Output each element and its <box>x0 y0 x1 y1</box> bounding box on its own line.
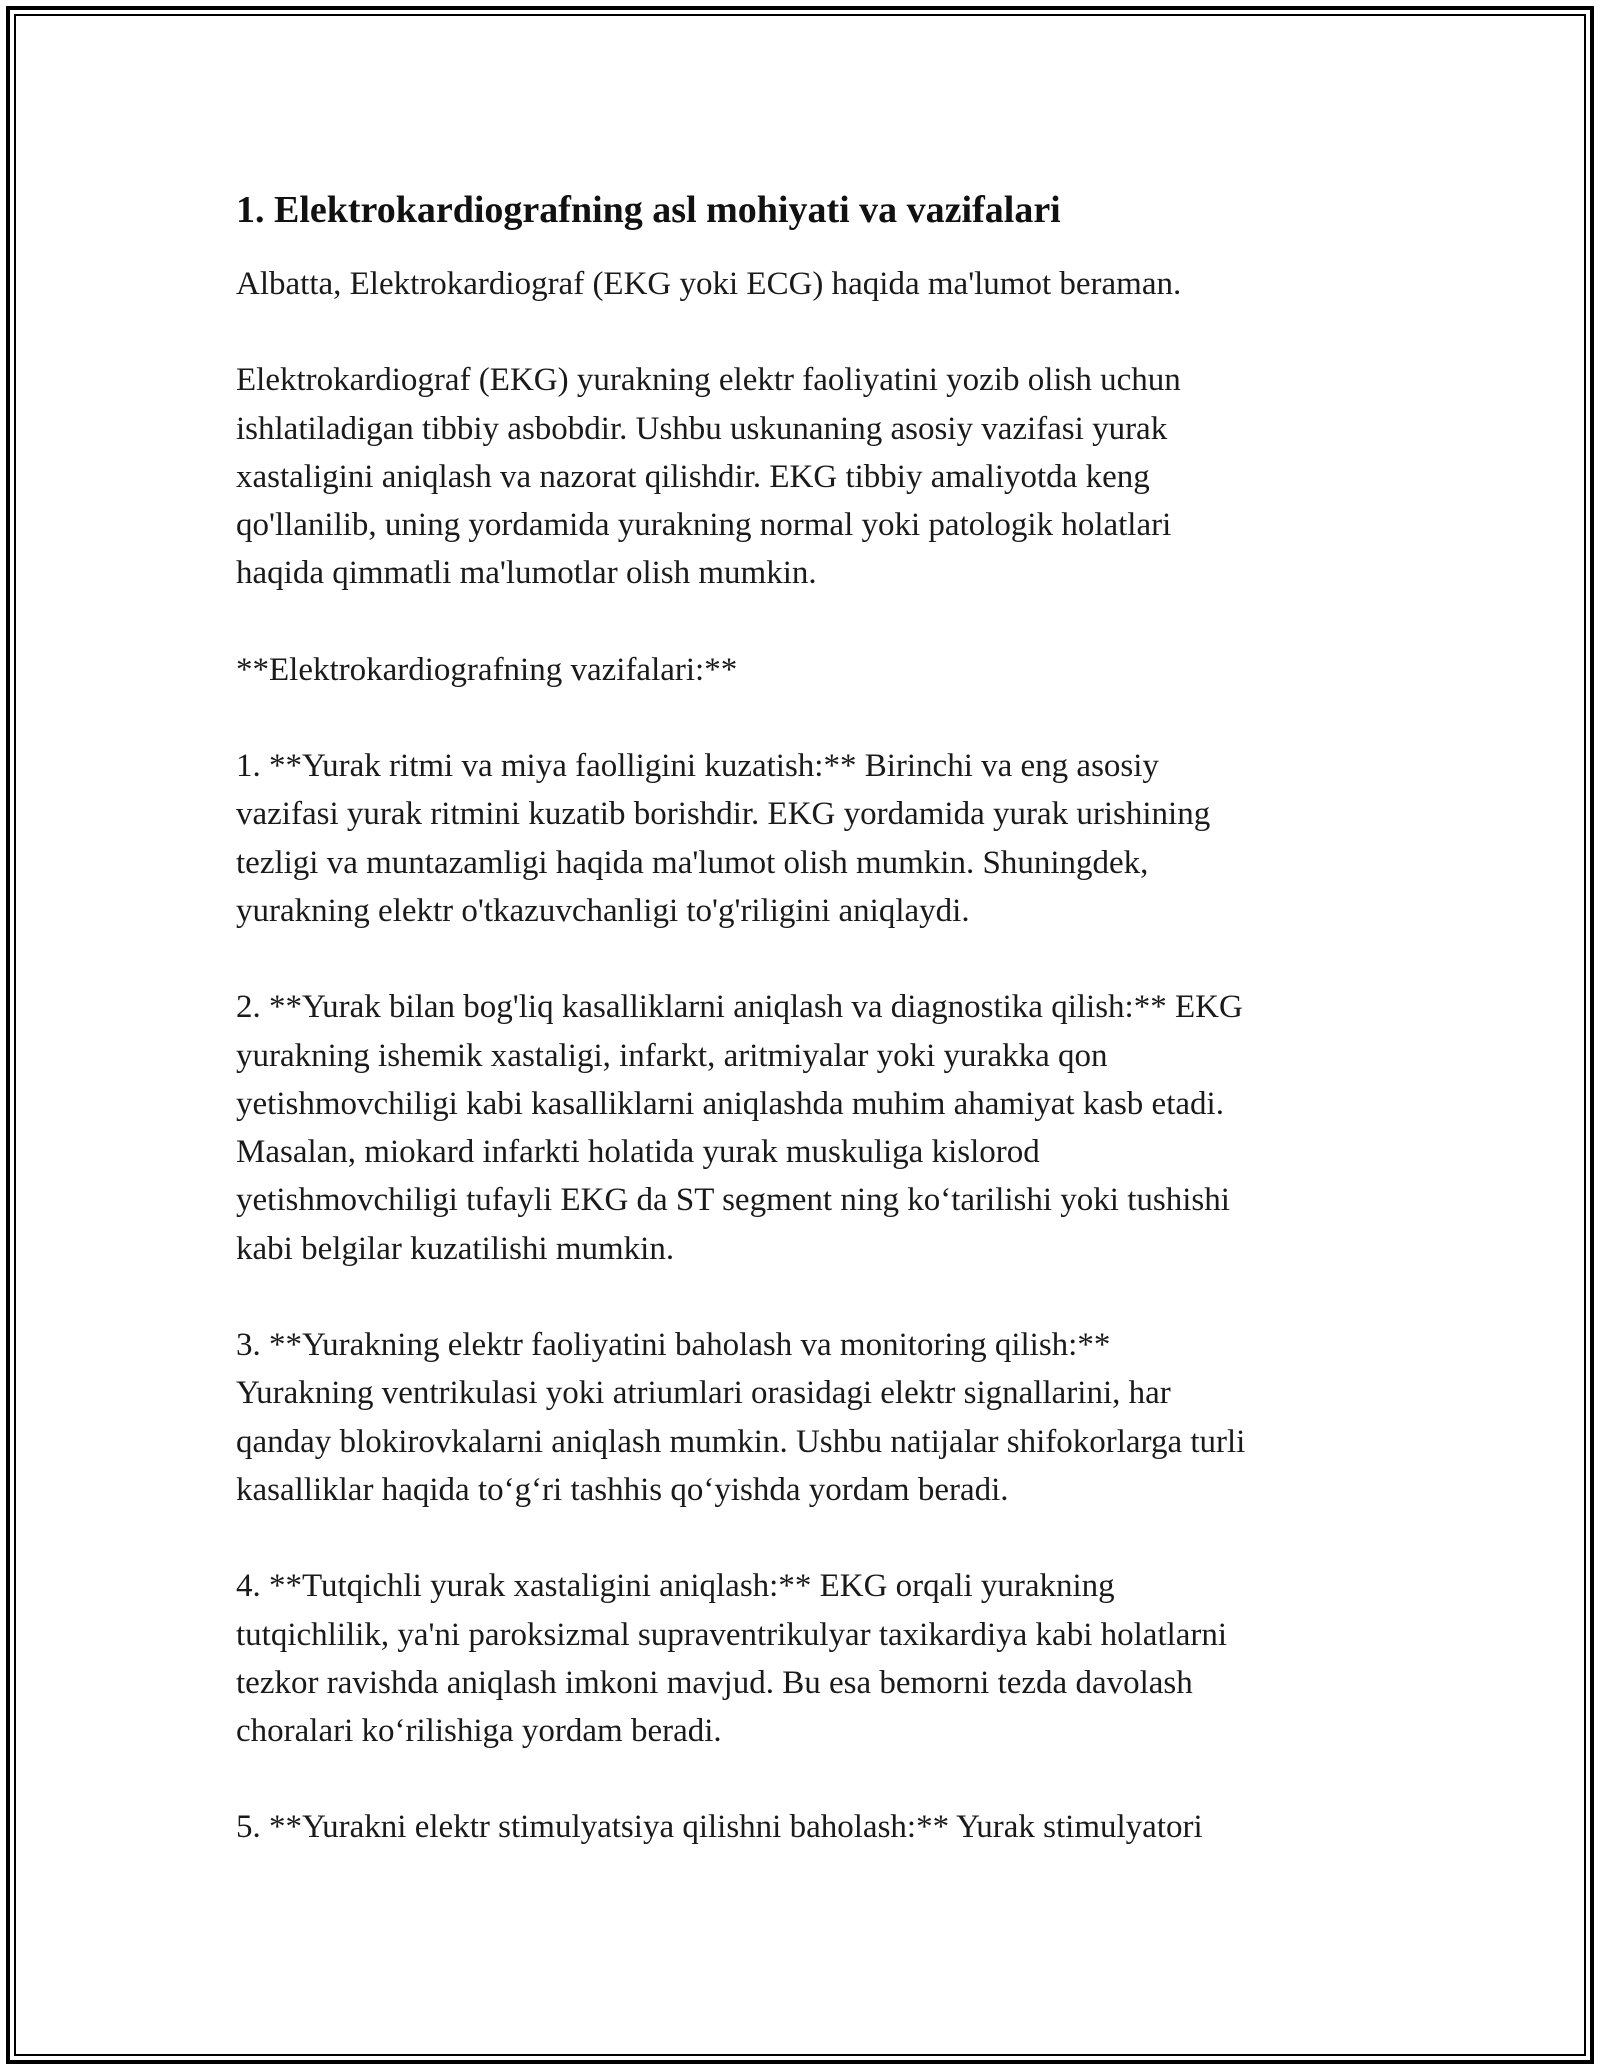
functions-subheading: **Elektrokardiografning vazifalari:** <box>236 651 738 688</box>
document-body <box>236 186 1376 1900</box>
intro-paragraph: Albatta, Elektrokardiograf (EKG yoki ECG) haqida ma'lumot beraman. <box>236 266 1182 302</box>
list-item: 2. **Yurak bilan bog'liq kasalliklarni aniqlash va diagnostika qilish:** EKG yurakning ishemik xastaligi, infarkt, aritmiyalar yoki yurakka qon yetishmovchiligi kabi kasalliklarni aniqlashda muhim ahamiyat kasb etadi. Masalan, miokard infarkti holatida yurak muskuliga kislorod yetishmovchiligi tufayli EKG da ST segment ning koʻtarilishi yoki tushishi kabi belgilar kuzatilishi mumkin. <box>236 989 1243 1267</box>
list-item: 1. **Yurak ritmi va miya faolligini kuzatish:** Birinchi va eng asosiy vazifasi yurak ritmini kuzatib borishdir. EKG yordamida yurak urishining tezligi va muntazamligi haqida ma'lumot olish mumkin. Shuningdek, yurakning elektr o'tkazuvchanligi to'g'riligini aniqlaydi. <box>236 748 1211 929</box>
list-item: 3. **Yurakning elektr faoliyatini baholash va monitoring qilish:** Yurakning ventrikulasi yoki atriumlari orasidagi elektr signallarini, har qanday blokirovkalarni aniqlash mumkin. Ushbu natijalar shifokorlarga turli kasalliklar haqida toʻgʻri tashhis qoʻyishda yordam beradi. <box>236 1327 1246 1508</box>
section-heading: 1. Elektrokardiografning asl mohiyati va vazifalari <box>236 189 1061 231</box>
list-item: 4. **Tutqichli yurak xastaligini aniqlash:** EKG orqali yurakning tutqichlilik, ya'ni paroksizmal supraventrikulyar taxikardiya kabi holatlarni tezkor ravishda aniqlash imkoni mavjud. Bu esa bemorni tezda davolash choralari koʻrilishiga yordam beradi. <box>236 1568 1228 1750</box>
description-paragraph: Elektrokardiograf (EKG) yurakning elektr faoliyatini yozib olish uchun ishlatiladigan tibbiy asbobdir. Ushbu uskunaning asosiy vazifasi yurak xastaligini aniqlash va nazorat qilishdir. EKG tibbiy amaliyotda keng qo'llanilib, uning yordamida yurakning normal yoki patologik holatlari haqida qimmatli ma'lumotlar olish mumkin. <box>236 362 1181 592</box>
list-item: 5. **Yurakni elektr stimulyatsiya qilishni baholash:** Yurak stimulyatori <box>236 1809 1203 1846</box>
